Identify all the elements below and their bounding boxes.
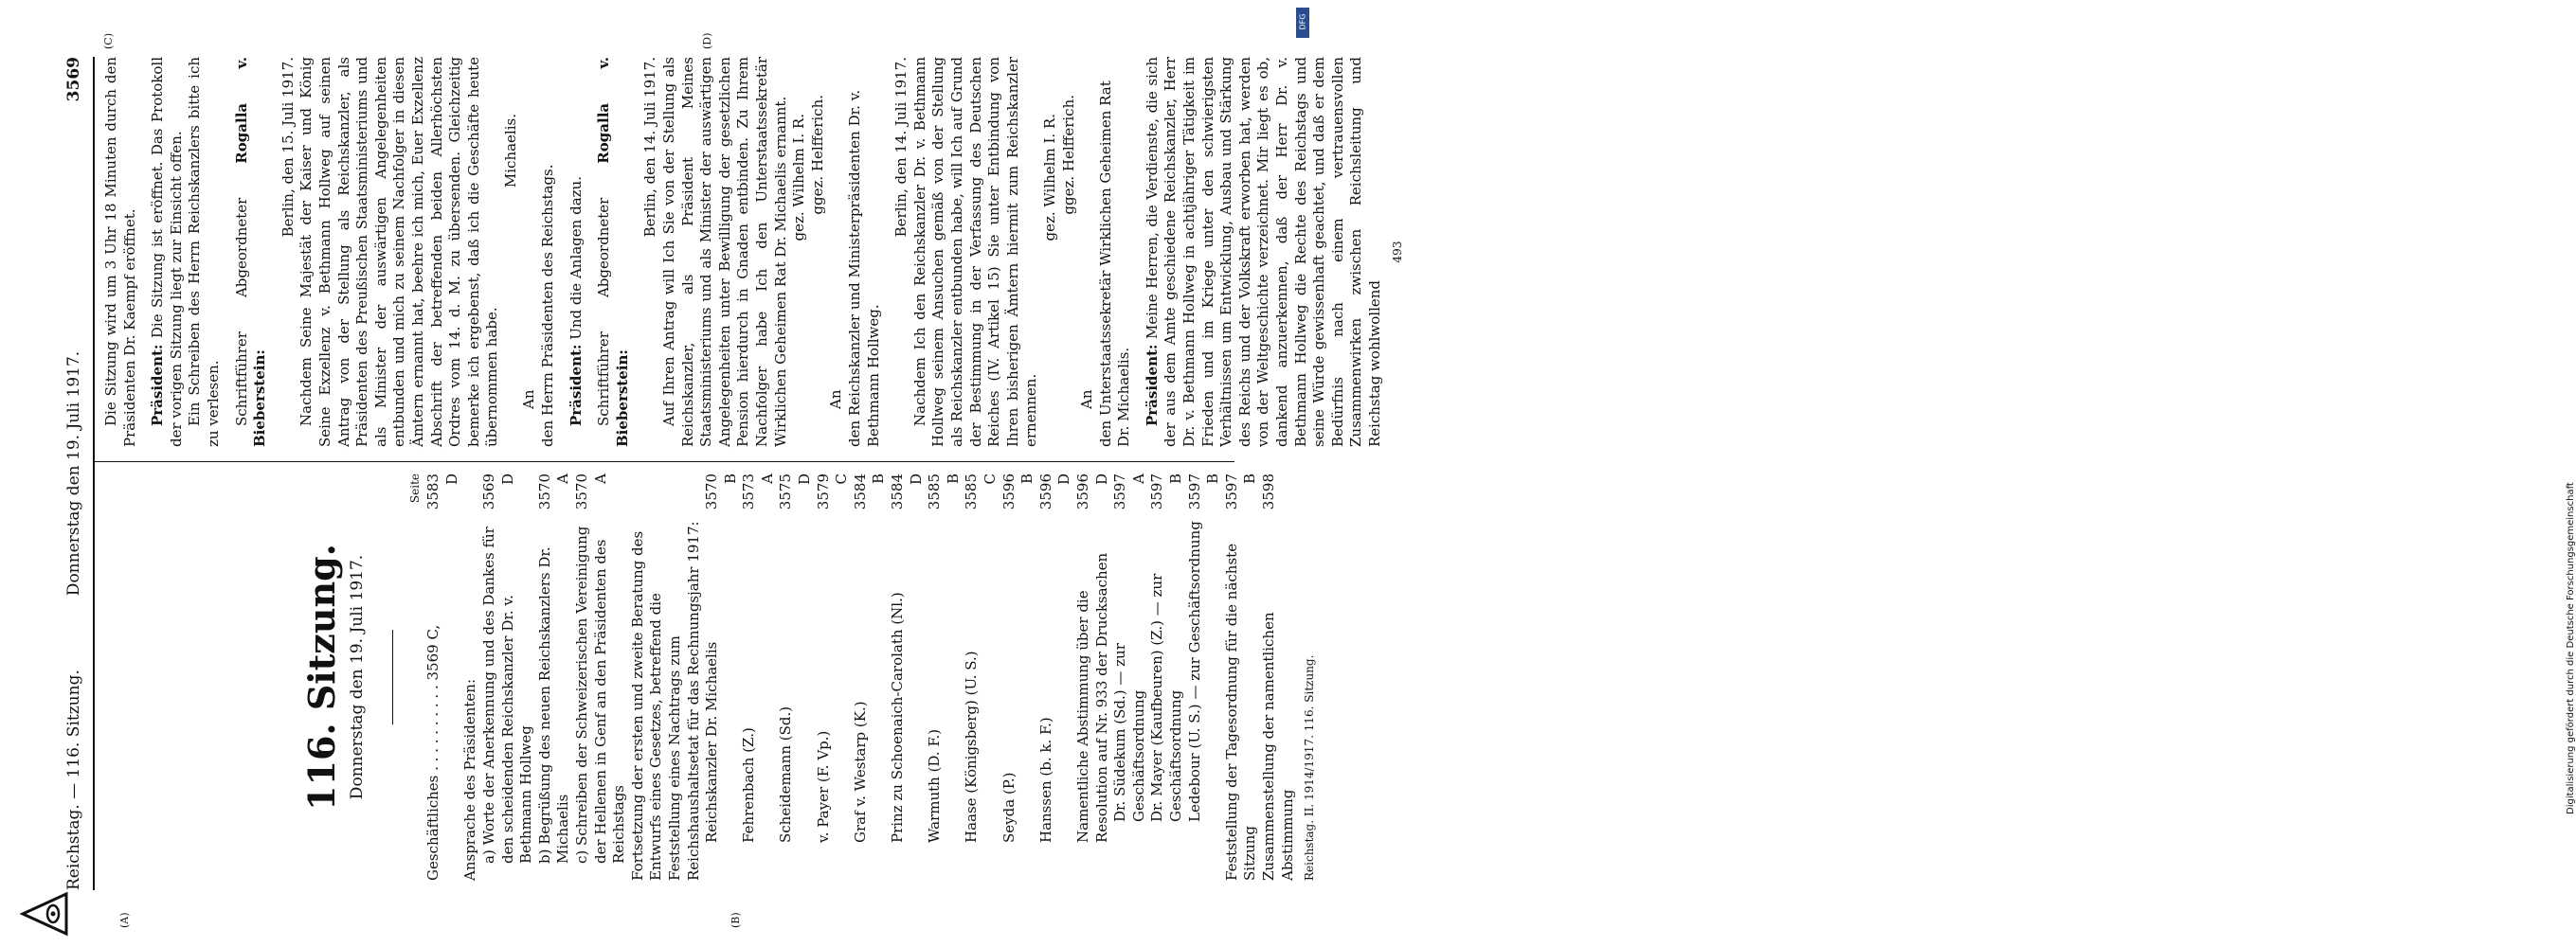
toc-entry-page: 3570 B: [703, 474, 739, 510]
header-page-number: 3569: [64, 57, 83, 102]
toc-entry-page: 3596 D: [1073, 474, 1110, 510]
toc-entry: [777, 474, 814, 881]
margin-mark-b: (B): [730, 912, 742, 928]
letter-3-countersign: ggez. Helfferich.: [1059, 95, 1077, 215]
letter-2-body: Auf Ihren Antrag will Ich Sie von der Stellung als Reichskanzler, als Präsident Meines Staatsministeriums und als Minister der auswärtigen Angelegenheiten unter Bewilligung der gesetzlichen Pension hierdurch in Gnaden entbinden. Zu Ihrem Nachfolger habe Ich den Unterstaatssekretär Wirklichen Geheimen Rat Dr. Michaelis ernannt.: [660, 57, 789, 447]
toc-entry-page: 3570 A: [572, 474, 609, 510]
letter-3-recipient: den Unterstaatssekretär Wirklichen Geheimen Rat Dr. Michaelis.: [1096, 80, 1133, 447]
column-divider: [95, 461, 1234, 462]
toc-entry-text: a) Worte der Anerkennung und des Dankes für den scheidenden Reichskanzler Dr. v. Bethmann Hollweg: [479, 527, 535, 864]
toc-entry-text: Dr. Mayer (Kaufbeuren) (Z.) — zur Geschäftsordnung: [1148, 573, 1184, 822]
toc-entry-text: Reichskanzler Dr. Michaelis: [703, 641, 721, 843]
toc-entry-text: Haase (Königsberg) (U. S.): [963, 651, 981, 843]
letter-2-countersign: ggez. Helfferich.: [808, 95, 826, 215]
title-rule: [392, 630, 393, 724]
table-of-contents: [424, 474, 1297, 881]
letter-3-signature: gez. Wilhelm I. R.: [1040, 114, 1058, 241]
toc-entry-page: 3569 D: [479, 474, 516, 510]
session-date: Donnerstag den 19. Juli 1917.: [348, 554, 367, 800]
letter-3-place-date: Berlin, den 14. Juli 1917.: [892, 57, 910, 238]
speaker-label: Präsident:: [1143, 344, 1161, 426]
toc-entry-page: 3584 D: [889, 474, 925, 510]
speech-text: Und die Anlagen dazu.: [567, 176, 585, 340]
toc-entry-page: 3585 B: [926, 474, 962, 510]
speaker-label: Präsident:: [149, 344, 167, 426]
toc-entry-page: 3597 B: [1222, 474, 1259, 510]
toc-entry: [852, 474, 889, 881]
toc-entry: [1186, 474, 1223, 881]
toc-entry: [889, 474, 926, 881]
toc-entry-text: Fehrenbach (Z.): [740, 727, 758, 843]
header-left: Reichstag. — 116. Sitzung.: [64, 670, 83, 890]
margin-mark-a: (A): [118, 912, 131, 928]
toc-entry: [1148, 474, 1185, 881]
toc-entry-text: Hanssen (b. k. F.): [1036, 717, 1054, 843]
toc-entry-text: Geschäftliches . . . . . . . . . . 3569 C,: [424, 624, 442, 881]
letter-1-body: Nachdem Seine Majestät der Kaiser und König Seine Exzellenz v. Bethmann Hollweg auf seinen Antrag von der Stellung als Reichskanzler, als Präsidenten des Preußischen Staatsministeriums und als Minister der auswärtigen Angelegenheiten entbunden und mich zu seinem Nachfolger in diesen Ämtern ernannt hat, beehre ich mich, Euer Exzellenz Abschrift der betreffenden beiden Allerhöchsten Ordres vom 14. d. M. zu übersenden. Gleichzeitig bemerke ich ergebenst, daß ich die Geschäfte heute übernommen habe.: [297, 57, 501, 447]
toc-entry-page: 3598: [1259, 474, 1277, 510]
left-footer: Reichstag. II. 1914/1917. 116. Sitzung.: [1303, 654, 1317, 881]
toc-entry: [963, 474, 1000, 881]
letter-1-an: An: [520, 389, 538, 409]
toc-entry: [703, 474, 740, 881]
toc-entry: [629, 474, 703, 881]
triangle-eye-logo: [19, 890, 71, 938]
toc-entry-page: 3573 A: [740, 474, 776, 510]
toc-entry: [926, 474, 963, 881]
secretary-role: Schriftführer Abgeordneter: [595, 197, 613, 426]
digitization-note: Digitalisierung gefördert durch die Deutsche Forschungsgemeinschaft: [2566, 482, 2576, 814]
toc-entry-page: 3597 B: [1148, 474, 1184, 510]
toc-entry: [480, 474, 536, 881]
toc-entry-page: 3596 D: [1036, 474, 1073, 510]
toc-entry-page: 3570 A: [535, 474, 572, 510]
secretary-name: Rogalla v. Bieberstein:: [232, 57, 269, 447]
letter-2-recipient: den Reichskanzler und Ministerpräsidenten Dr. v. Bethmann Hollweg.: [845, 89, 882, 447]
toc-entry-page: 3579 C: [814, 474, 851, 510]
secretary-name: Rogalla v. Bieberstein:: [595, 57, 631, 447]
toc-entry-page: [461, 474, 480, 519]
toc-entry: [1037, 474, 1074, 881]
letter-3-an: An: [1078, 389, 1096, 409]
toc-entry-text: Feststellung der Tagesordnung für die nächste Sitzung: [1222, 543, 1259, 881]
toc-entry-text: Warmuth (D. F.): [926, 728, 944, 843]
toc-entry: [1111, 474, 1148, 881]
toc-entry-page: 3575 D: [777, 474, 814, 510]
letter-1-place-date: Berlin, den 15. Juli 1917.: [279, 57, 297, 238]
letter-3-body: Nachdem Ich den Reichskanzler Dr. v. Bethmann Hollweg seinem Ansuchen gemäß von der Stellung als Reichskanzler entbunden habe, will Ich auf Grund der Bestimmung in der Verfassung des Deutschen Reiches (IV. Artikel 15) Sie unter Entbindung von Ihren bisherigen Ämtern hiermit zum Reichskanzler ernennen.: [910, 57, 1040, 447]
opening-statement: Die Sitzung wird um 3 Uhr 18 Minuten durch den Präsidenten Dr. Kaempf eröffnet.: [102, 57, 138, 447]
toc-entry: [1074, 474, 1111, 881]
bottom-number: 493: [1390, 241, 1404, 263]
toc-entry-text: Prinz zu Schoenaich-Carolath (Nl.): [889, 592, 907, 843]
toc-entry-page: 3597 A: [1111, 474, 1147, 510]
letter-1-signature: Michaelis.: [501, 114, 519, 188]
toc-entry: [815, 474, 852, 881]
toc-entry: [573, 474, 629, 881]
toc-entry-page: 3583 D: [424, 474, 460, 510]
toc-entry-text: Ledebour (U. S.) — zur Geschäftsordnung: [1185, 521, 1203, 822]
toc-entry-text: Scheidemann (Sd.): [777, 706, 795, 843]
toc-entry-text: Fortsetzung der ersten und zweite Beratung des Entwurfs eines Gesetzes, betreffend die Feststellung eines Nachtrags zum Reichshaushaltsetat für das Rechnungsjahr 1917:: [628, 521, 702, 881]
header-date: Donnerstag den 19. Juli 1917.: [64, 350, 83, 597]
president-paragraph-3: [1144, 57, 1385, 447]
letter-2-place-date: Berlin, den 14. Juli 1917.: [641, 57, 659, 238]
toc-entry-text: v. Payer (F. Vp.): [814, 730, 832, 843]
president-paragraph-2: [567, 57, 586, 447]
secretary-line-1: [233, 57, 270, 447]
speech-text: Meine Herren, die Verdienste, die sich der aus dem Amte geschiedene Reichskanzler, Herr Dr. v. Bethmann Hollweg in achtjähriger Tätigkeit im Frieden und im Kriege unter den schwierigsten Verhältnissen um Entwicklung, Ausbau und Stärkung des Reichs und der Volkskraft erworben hat, werden von der Weltgeschichte verzeichnet. Mir liegt es ob, dankend anzuerkennen, daß der Herr Dr. v. Bethmann Hollweg die Rechte des Reichstags und seine Würde gewissenhaft geachtet, und daß er dem Bedürfnis nach einem vertrauensvollen Zusammenwirken zwischen Reichsleitung und Reichstag wohlwollend: [1143, 57, 1383, 447]
letter-2-signature: gez. Wilhelm I. R.: [790, 114, 808, 241]
left-column: [102, 474, 1320, 881]
header-rule: [93, 57, 95, 890]
page-header: [64, 57, 93, 890]
toc-entry-page: 3585 C: [963, 474, 999, 510]
dfg-badge: [1296, 8, 1309, 38]
toc-entry-text: b) Begrüßung des neuen Reichskanzlers Dr. Michaelis: [535, 546, 572, 864]
toc-entry-page: 3596 B: [1000, 474, 1036, 510]
session-title: 116. Sitzung.: [300, 544, 343, 811]
toc-entry: [461, 474, 480, 881]
toc-entry: [536, 474, 573, 881]
speech-text: Die Sitzung ist eröffnet. Das Protokoll der vorigen Sitzung liegt zur Einsicht offen.: [149, 57, 185, 447]
speaker-label: Präsident:: [567, 344, 585, 426]
margin-mark-d: (D): [701, 32, 713, 49]
toc-entry: [1000, 474, 1037, 881]
president-paragraph-1b: Ein Schreiben des Herrn Reichskanzlers bitte ich zu verlesen.: [186, 57, 222, 447]
right-column: [102, 57, 1407, 447]
toc-entry: [424, 474, 461, 881]
dfg-badge-label: DFG: [1298, 13, 1307, 30]
toc-entry-page: 3597 B: [1185, 474, 1222, 510]
secretary-role: Schriftführer Abgeordneter: [232, 197, 250, 426]
letter-1-recipient: den Herrn Präsidenten des Reichstags.: [539, 164, 557, 447]
toc-entry-page: 3584 B: [851, 474, 888, 510]
toc-entry: [740, 474, 777, 881]
toc-entry-text: Ansprache des Präsidenten:: [461, 678, 479, 881]
toc-entry-text: Dr. Südekum (Sd.) — zur Geschäftsordnung: [1111, 643, 1147, 822]
toc-entry-text: c) Schreiben der Schweizerischen Vereinigung der Hellenen in Genf an den Präsidenten des Reichstags: [572, 526, 628, 864]
toc-entry-text: Graf v. Westarp (K.): [851, 701, 869, 843]
toc-entry-text: Seyda (P.): [1000, 772, 1018, 843]
president-paragraph-1: [149, 57, 186, 447]
toc-entry-text: Namentliche Abstimmung über die Resolution auf Nr. 933 der Drucksachen: [1073, 552, 1110, 843]
toc-entry-text: Zusammenstellung der namentlichen Abstimmung: [1259, 612, 1296, 881]
toc-entry: [1223, 474, 1260, 881]
toc-entry-page: [629, 474, 703, 519]
letter-2-an: An: [827, 389, 845, 409]
seite-label: Seite: [407, 474, 422, 504]
secretary-line-2: [595, 57, 632, 447]
margin-mark-c: (C): [102, 33, 115, 49]
